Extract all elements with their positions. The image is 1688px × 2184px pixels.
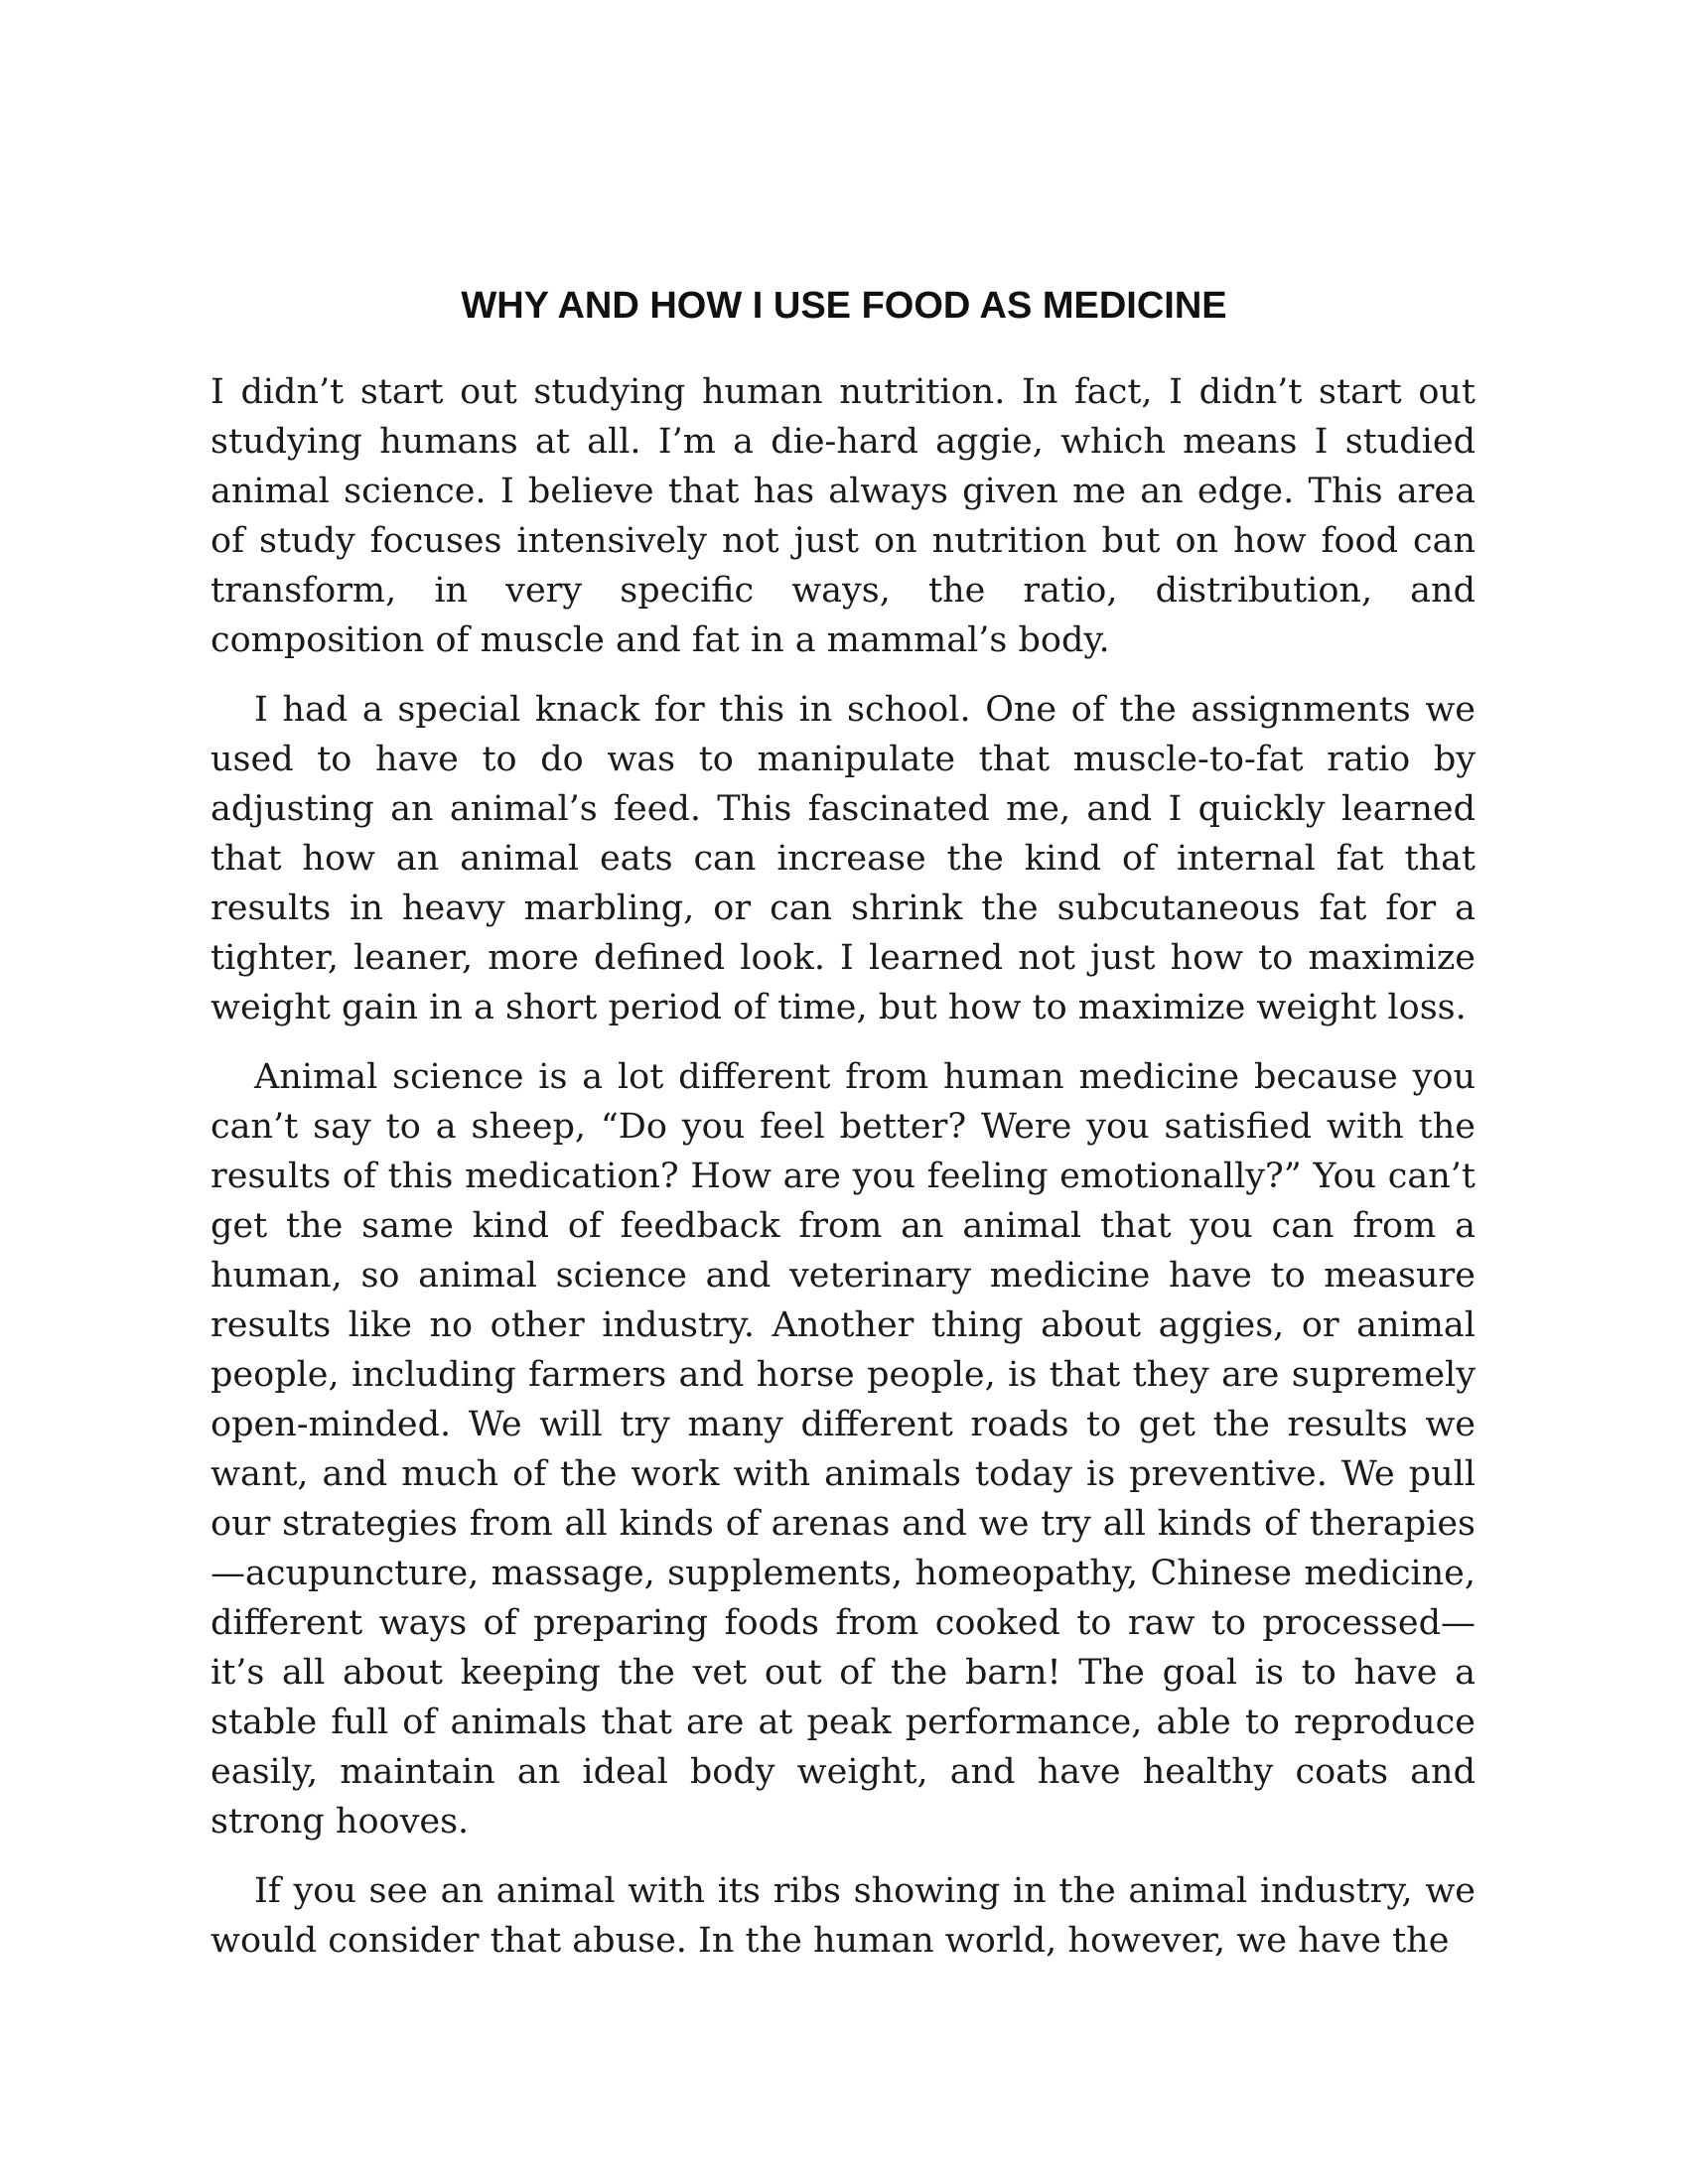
paragraph-2: I had a special knack for this in school. One of the assignments we used to have to do was to manipulate that muscle-to-fat ratio by adjusting an animal’s feed. This fascinated me, and I quickly learned that how an animal eats can increase the kind of internal fat that results in heavy marbling, or can shrink the subcutaneous fat for a tighter, leaner, more defined look. I learned not just how to maximize weight gain in a short period of time, but how to maximize weight loss. xyxy=(211,690,1476,1027)
body-text xyxy=(211,367,1476,1985)
paragraph-4: If you see an animal with its ribs showing in the animal industry, we would consider that abuse. In the human world, however, we have the xyxy=(211,1871,1476,1961)
paragraph-1: I didn’t start out studying human nutrition. In fact, I didn’t start out studying humans at all. I’m a die-hard aggie, which means I studied animal science. I believe that has always given me an edge. This area of study focuses intensively not just on nutrition but on how food can transform, in very specific ways, the ratio, distribution, and composition of muscle and fat in a mammal’s body. xyxy=(211,372,1476,660)
paragraph-3: Animal science is a lot different from human medicine because you can’t say to a sheep, “Do you feel better? Were you satisfied with the results of this medication? How are you feeling emotionally?” You can’t get the same kind of feedback from an animal that you can from a human, so animal science and veterinary medicine have to measure results like no other industry. Another thing about aggies, or animal people, including farmers and horse people, is that they are supremely open-minded. We will try many different roads to get the results we want, and much of the work with animals today is preventive. We pull our strategies from all kinds of arenas and we try all kinds of therapies —acupuncture, massage, supplements, homeopathy, Chinese medicine, different ways of preparing foods from cooked to raw to processed—it’s all about keeping the vet out of the barn! The goal is to have a stable full of animals that are at peak performance, able to reproduce easily, maintain an ideal body weight, and have healthy coats and strong hooves. xyxy=(211,1057,1476,1842)
section-heading: WHY AND HOW I USE FOOD AS MEDICINE xyxy=(461,285,1227,327)
